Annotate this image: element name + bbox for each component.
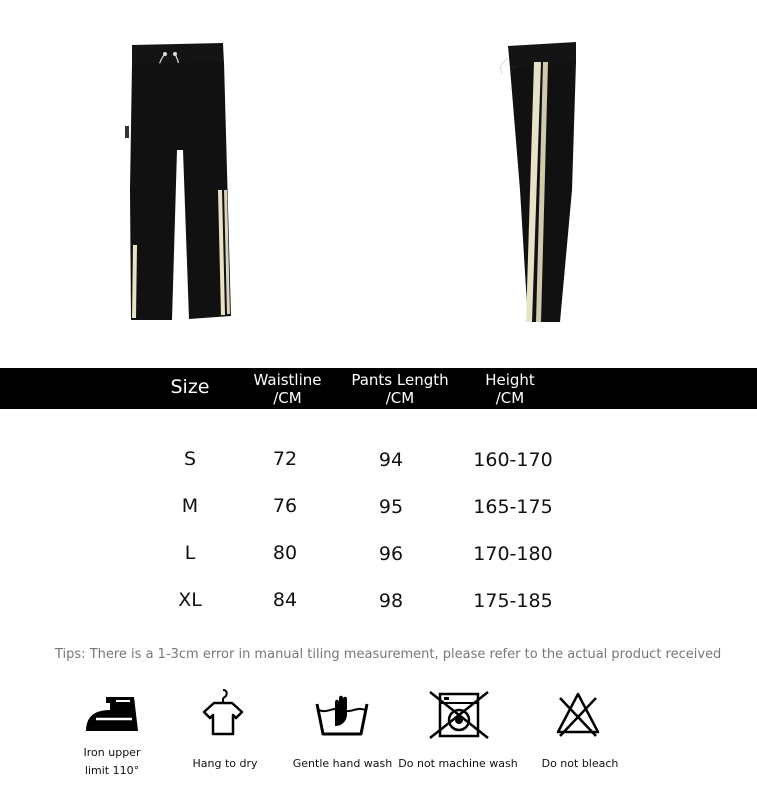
cell-size: S bbox=[183, 448, 197, 470]
cell-length: 95 bbox=[378, 496, 404, 518]
care-label-hang: Hang to dry bbox=[192, 757, 258, 770]
header-waistline bbox=[230, 371, 345, 407]
no-bleach-icon bbox=[554, 690, 602, 738]
header-pants-length-label: Pants Length bbox=[351, 371, 449, 389]
hanger-shirt-icon bbox=[200, 688, 246, 738]
pants-side-image bbox=[490, 40, 580, 325]
cell-length: 94 bbox=[378, 449, 404, 471]
care-label-line1: Iron upper bbox=[83, 746, 141, 759]
header-height bbox=[455, 371, 565, 407]
cell-waist: 84 bbox=[272, 589, 298, 611]
cell-waist: 80 bbox=[272, 542, 298, 564]
cell-waist: 76 bbox=[272, 495, 298, 517]
iron-icon bbox=[82, 693, 142, 737]
care-label-iron bbox=[70, 744, 154, 780]
pants-front-image bbox=[120, 40, 240, 325]
care-label-line2: limit 110° bbox=[84, 764, 140, 777]
header-waistline-unit: /CM bbox=[273, 389, 302, 407]
cell-length: 98 bbox=[378, 590, 404, 612]
cell-size: L bbox=[184, 542, 196, 564]
cell-height: 175-185 bbox=[473, 590, 553, 612]
header-waistline-label: Waistline bbox=[253, 371, 322, 389]
no-machine-wash-icon bbox=[428, 690, 490, 740]
measurement-tip: Tips: There is a 1-3cm error in manual tiling measurement, please refer to the actual product received bbox=[55, 647, 722, 662]
header-pants-length bbox=[340, 371, 460, 407]
cell-size: XL bbox=[178, 589, 202, 611]
header-height-unit: /CM bbox=[495, 389, 525, 407]
cell-height: 160-170 bbox=[473, 449, 553, 471]
header-height-label: Height bbox=[485, 371, 535, 389]
cell-length: 96 bbox=[378, 543, 404, 565]
header-size: Size bbox=[170, 376, 210, 398]
cell-height: 165-175 bbox=[473, 496, 553, 518]
care-label-no-bleach: Do not bleach bbox=[541, 757, 619, 770]
care-label-no-machine-wash: Do not machine wash bbox=[398, 757, 518, 770]
header-pants-length-unit: /CM bbox=[385, 389, 415, 407]
cell-height: 170-180 bbox=[473, 543, 553, 565]
care-label-hand-wash: Gentle hand wash bbox=[292, 757, 393, 770]
cell-waist: 72 bbox=[272, 448, 298, 470]
hand-wash-icon bbox=[313, 690, 371, 738]
cell-size: M bbox=[181, 495, 199, 517]
